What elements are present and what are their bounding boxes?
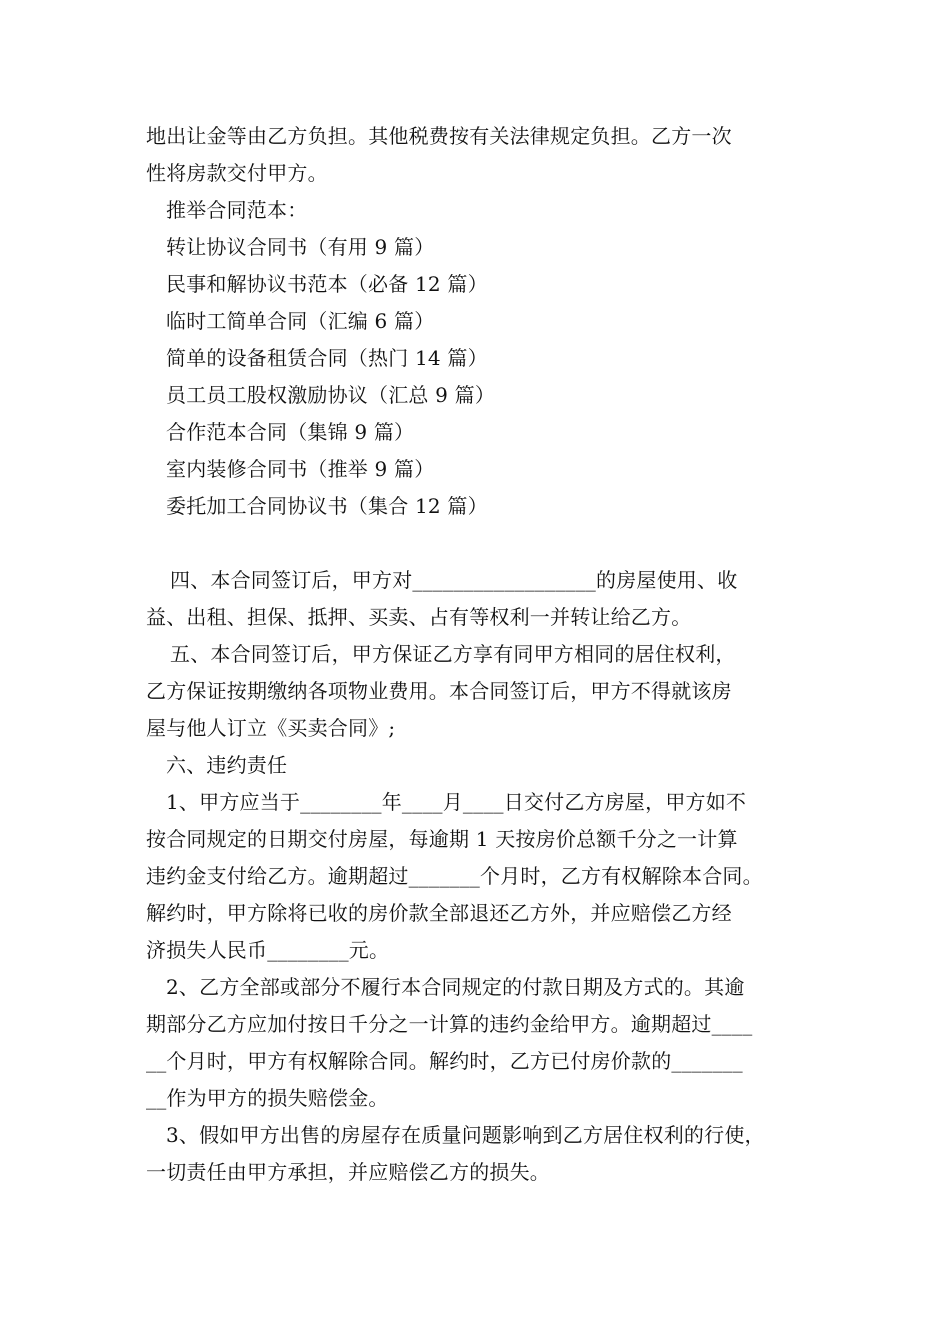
recommend-link[interactable]: 民事和解协议书范本（必备 12 篇） [166, 272, 488, 296]
clause-6-1-line-1: 1、甲方应当于________年____月____日交付乙方房屋，甲方如不 [166, 790, 747, 814]
clause-6-3-line-1: 3、假如甲方出售的房屋存在质量问题影响到乙方居住权利的行使， [166, 1123, 765, 1147]
intro-line-2: 性将房款交付甲方。 [146, 161, 328, 185]
clause-6-heading: 六、违约责任 [166, 753, 288, 777]
intro-line-1: 地出让金等由乙方负担。其他税费按有关法律规定负担。乙方一次 [146, 124, 732, 148]
clause-6-2-line-3: __个月时，甲方有权解除合同。解约时，乙方已付房价款的_______ [146, 1049, 743, 1073]
spacer [146, 525, 826, 562]
clause-6-1-line-2: 按合同规定的日期交付房屋，每逾期 1 天按房价总额千分之一计算 [146, 827, 738, 851]
recommend-link[interactable]: 员工员工股权激励协议（汇总 9 篇） [166, 383, 496, 407]
clause-5-line-2: 乙方保证按期缴纳各项物业费用。本合同签订后，甲方不得就该房 [146, 679, 732, 703]
clause-6-2-line-2: 期部分乙方应加付按日千分之一计算的违约金给甲方。逾期超过____ [146, 1012, 753, 1036]
clause-6-2-line-1: 2、乙方全部或部分不履行本合同规定的付款日期及方式的。其逾 [166, 975, 745, 999]
clause-6-2-line-4: __作为甲方的损失赔偿金。 [146, 1086, 389, 1110]
clause-4-line-1: 四、本合同签订后，甲方对__________________的房屋使用、收 [170, 568, 738, 592]
clause-6-1-line-3: 违约金支付给乙方。逾期超过_______个月时，乙方有权解除本合同。 [146, 864, 763, 888]
clause-4-line-2: 益、出租、担保、抵押、买卖、占有等权利一并转让给乙方。 [146, 605, 692, 629]
clause-5-line-1: 五、本合同签订后，甲方保证乙方享有同甲方相同的居住权利， [170, 642, 736, 666]
recommend-link[interactable]: 室内装修合同书（推举 9 篇） [166, 457, 435, 481]
document-page [146, 118, 826, 1191]
recommend-link[interactable]: 合作范本合同（集锦 9 篇） [166, 420, 415, 444]
clause-5-line-3: 屋与他人订立《买卖合同》; [146, 716, 396, 740]
recommend-link[interactable]: 临时工简单合同（汇编 6 篇） [166, 309, 435, 333]
recommend-heading: 推举合同范本： [166, 198, 308, 222]
clause-6-1-line-4: 解约时，甲方除将已收的房价款全部退还乙方外，并应赔偿乙方经 [146, 901, 732, 925]
clause-6-1-line-5: 济损失人民币________元。 [146, 938, 390, 962]
recommend-link[interactable]: 委托加工合同协议书（集合 12 篇） [166, 494, 488, 518]
clause-6-3-line-2: 一切责任由甲方承担，并应赔偿乙方的损失。 [146, 1160, 550, 1184]
recommend-link[interactable]: 转让协议合同书（有用 9 篇） [166, 235, 435, 259]
recommend-link[interactable]: 简单的设备租赁合同（热门 14 篇） [166, 346, 488, 370]
